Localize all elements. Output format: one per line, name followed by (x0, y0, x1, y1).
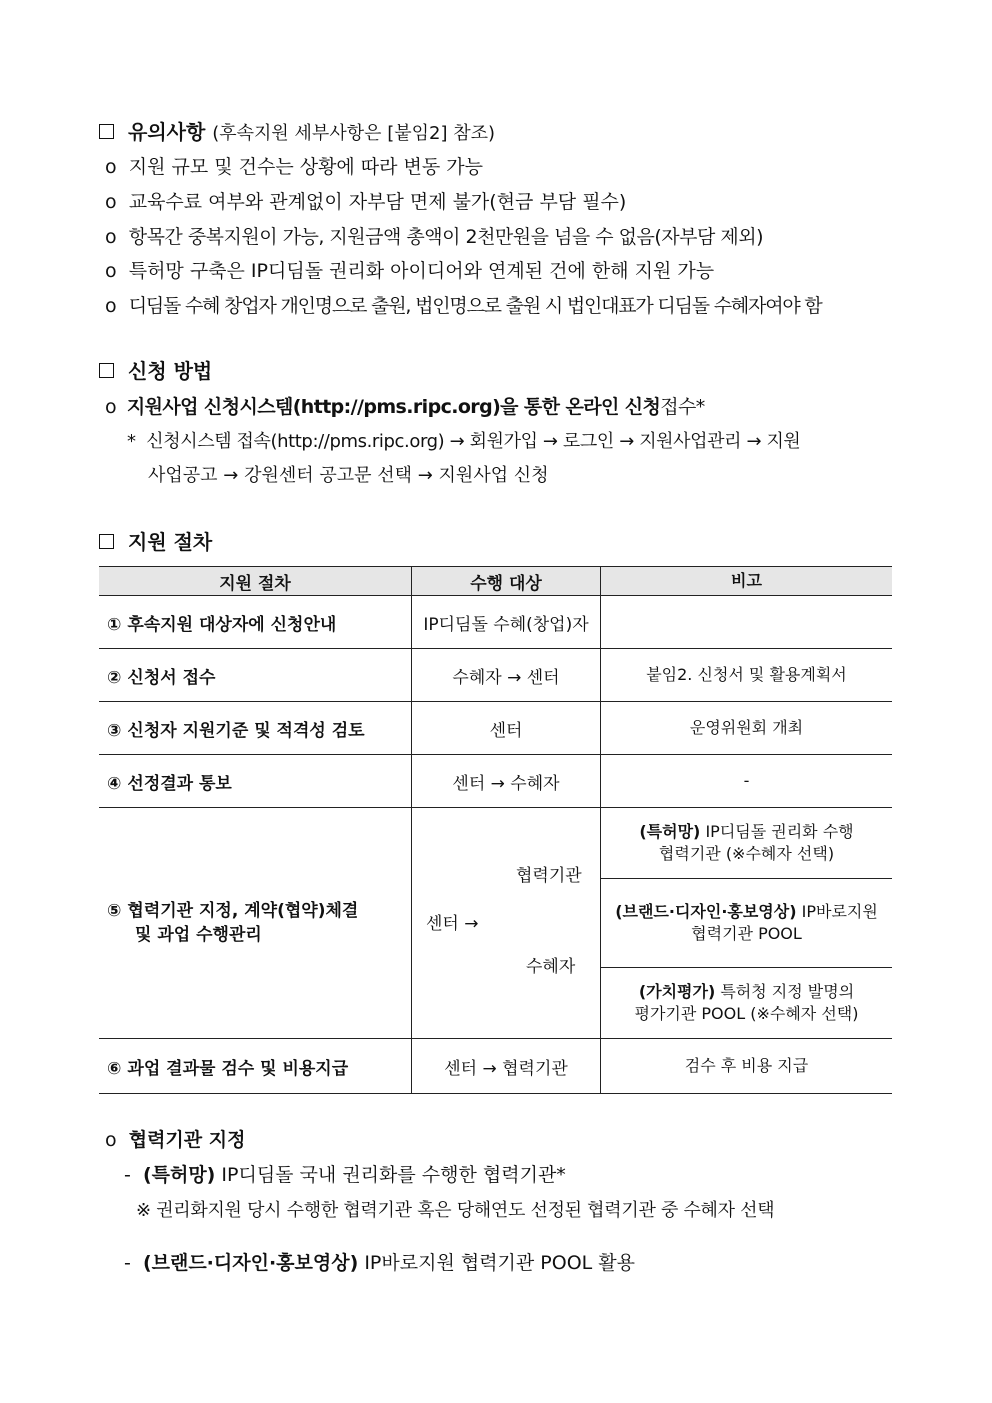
step-cell (99, 1039, 412, 1094)
partner-heading-text: 협력기관 지정 (128, 1129, 246, 1151)
remark-line1: IP디딤돌 권리화 수행 (700, 822, 854, 841)
step-cell (99, 808, 412, 1039)
step-number: ⑥ (107, 1058, 122, 1079)
step-text: 후속지원 대상자에 신청안내 (127, 614, 337, 635)
remark-subcell (601, 879, 892, 968)
remark-line1: 특허청 지정 발명의 (715, 982, 855, 1001)
partner-item-bold: (브랜드·디자인·홍보영상) (142, 1252, 359, 1274)
header-remark: 비고 (601, 567, 893, 596)
step-text: 과업 결과물 검수 및 비용지급 (127, 1058, 349, 1079)
remark-bold: (가치평가) (638, 982, 716, 1001)
apply-main-rest: 접수* (660, 396, 705, 418)
remark-line1: IP바로지원 (796, 902, 878, 921)
apply-main-bold: 지원사업 신청시스템(http://pms.ripc.org)을 통한 온라인 신청 (126, 396, 661, 418)
target-cell: 센터 (412, 702, 601, 755)
apply-heading-text: 신청 방법 (128, 359, 213, 383)
remark-subcell (601, 808, 892, 879)
remark-cell: 붙임2. 신청서 및 활용계획서 (601, 649, 893, 702)
notes-item-5: o 디딤돌 수혜 창업자 개인명으로 출원, 법인명으로 출원 시 법인대표가 디딤돌 수혜자여야 함 (105, 295, 822, 317)
table-row (99, 1039, 892, 1094)
remark-line2: 평가기관 POOL (※수혜자 선택) (634, 1004, 859, 1023)
step-number: ① (107, 614, 122, 635)
notes-heading-text: 유의사항 (128, 120, 206, 144)
partner-heading: o 협력기관 지정 (105, 1129, 246, 1151)
target-cell: 센터 → 협력기관 (412, 1039, 601, 1094)
table-row (99, 808, 892, 1039)
header-step: 지원 절차 (99, 567, 412, 596)
remark-line2: 협력기관 (※수혜자 선택) (658, 844, 835, 863)
partner-item-text: IP바로지원 협력기관 POOL 활용 (358, 1252, 635, 1274)
remark-line2: 협력기관 POOL (691, 924, 802, 943)
target-cell: IP디딤돌 수혜(창업)자 (412, 596, 601, 649)
notes-item-text: 특허망 구축은 IP디딤돌 권리화 아이디어와 연계된 건에 한해 지원 가능 (128, 260, 715, 282)
notes-heading (99, 119, 495, 147)
notes-item-text: 교육수료 여부와 관계없이 자부담 면제 불가(현금 부담 필수) (128, 191, 627, 213)
target-cell: 수혜자 → 센터 (412, 649, 601, 702)
notes-item-2: o 교육수료 여부와 관계없이 자부담 면제 불가(현금 부담 필수) (105, 191, 627, 213)
partner-item-1: - (특허망) IP디딤돌 국내 권리화를 수행한 협력기관* (124, 1164, 566, 1186)
step-text: 협력기관 지정, 계약(협약)체결 (127, 901, 359, 921)
notes-item-text: 디딤돌 수혜 창업자 개인명으로 출원, 법인명으로 출원 시 법인대표가 디딤돌 수혜자여야 함 (128, 295, 822, 317)
step-number: ⑤ (107, 901, 122, 921)
notes-item-4: o 특허망 구축은 IP디딤돌 권리화 아이디어와 연계된 건에 한해 지원 가능 (105, 260, 715, 282)
remark-cell: - (601, 755, 893, 808)
target-from: 센터 → (426, 914, 479, 934)
apply-main: o 지원사업 신청시스템(http://pms.ripc.org)을 통한 온라인 신청접수* (105, 396, 705, 418)
step-text-line2: 및 과업 수행관리 (135, 925, 262, 945)
header-target: 수행 대상 (412, 567, 601, 596)
notes-item-text: 지원 규모 및 건수는 상황에 따라 변동 가능 (128, 156, 484, 178)
procedure-heading (99, 529, 212, 555)
step-number: ③ (107, 720, 122, 741)
step-cell (99, 755, 412, 808)
target-cell (412, 808, 601, 1039)
remark-cell: 검수 후 비용 지급 (601, 1039, 893, 1094)
partner-item-text: IP디딤돌 국내 권리화를 수행한 협력기관* (215, 1164, 566, 1186)
target-beneficiary: 수혜자 (526, 957, 576, 977)
apply-footnote-2: 사업공고 → 강원센터 공고문 선택 → 지원사업 신청 (148, 465, 549, 486)
table-row (99, 596, 892, 649)
apply-footnote-1: * 신청시스템 접속(http://pms.ripc.org) → 회원가입 → 로그인 → 지원사업관리 → 지원 (127, 431, 801, 452)
table-row (99, 649, 892, 702)
apply-heading (99, 358, 212, 384)
partner-item-bold: (특허망) (142, 1164, 216, 1186)
step-text: 선정결과 통보 (127, 773, 232, 794)
target-partner: 협력기관 (516, 866, 582, 886)
procedure-heading-text: 지원 절차 (128, 530, 213, 554)
checkbox-square-icon (99, 363, 114, 378)
remark-cell: 운영위원회 개최 (601, 702, 893, 755)
table-header-row (99, 567, 892, 596)
partner-item-1-note: ※ 권리화지원 당시 수행한 협력기관 혹은 당해연도 선정된 협력기관 중 수혜자 선택 (136, 1200, 775, 1221)
step-text: 신청서 접수 (127, 667, 216, 688)
step-cell (99, 649, 412, 702)
step-number: ④ (107, 773, 122, 794)
checkbox-square-icon (99, 124, 114, 139)
partner-item-2: - (브랜드·디자인·홍보영상) IP바로지원 협력기관 POOL 활용 (124, 1252, 635, 1274)
target-cell: 센터 → 수혜자 (412, 755, 601, 808)
checkbox-square-icon (99, 534, 114, 549)
procedure-table (99, 566, 892, 1094)
remark-cell (601, 808, 893, 1039)
step-cell (99, 596, 412, 649)
notes-item-1: o 지원 규모 및 건수는 상황에 따라 변동 가능 (105, 156, 484, 178)
notes-heading-note: (후속지원 세부사항은 [붙임2] 참조) (212, 123, 495, 144)
remark-subcell (601, 968, 892, 1038)
step-number: ② (107, 667, 122, 688)
step-cell (99, 702, 412, 755)
remark-cell (601, 596, 893, 649)
table-row (99, 755, 892, 808)
table-row (99, 702, 892, 755)
remark-bold: (브랜드·디자인·홍보영상) (615, 902, 797, 921)
step-text: 신청자 지원기준 및 적격성 검토 (127, 720, 365, 741)
apply-footnote-text: 신청시스템 접속(http://pms.ripc.org) → 회원가입 → 로그인 → 지원사업관리 → 지원 (146, 431, 801, 452)
notes-item-3: o 항목간 중복지원이 가능, 지원금액 총액이 2천만원을 넘을 수 없음(자부담 제외) (105, 226, 764, 248)
notes-item-text: 항목간 중복지원이 가능, 지원금액 총액이 2천만원을 넘을 수 없음(자부담 제외) (128, 226, 764, 248)
remark-bold: (특허망) (639, 822, 701, 841)
